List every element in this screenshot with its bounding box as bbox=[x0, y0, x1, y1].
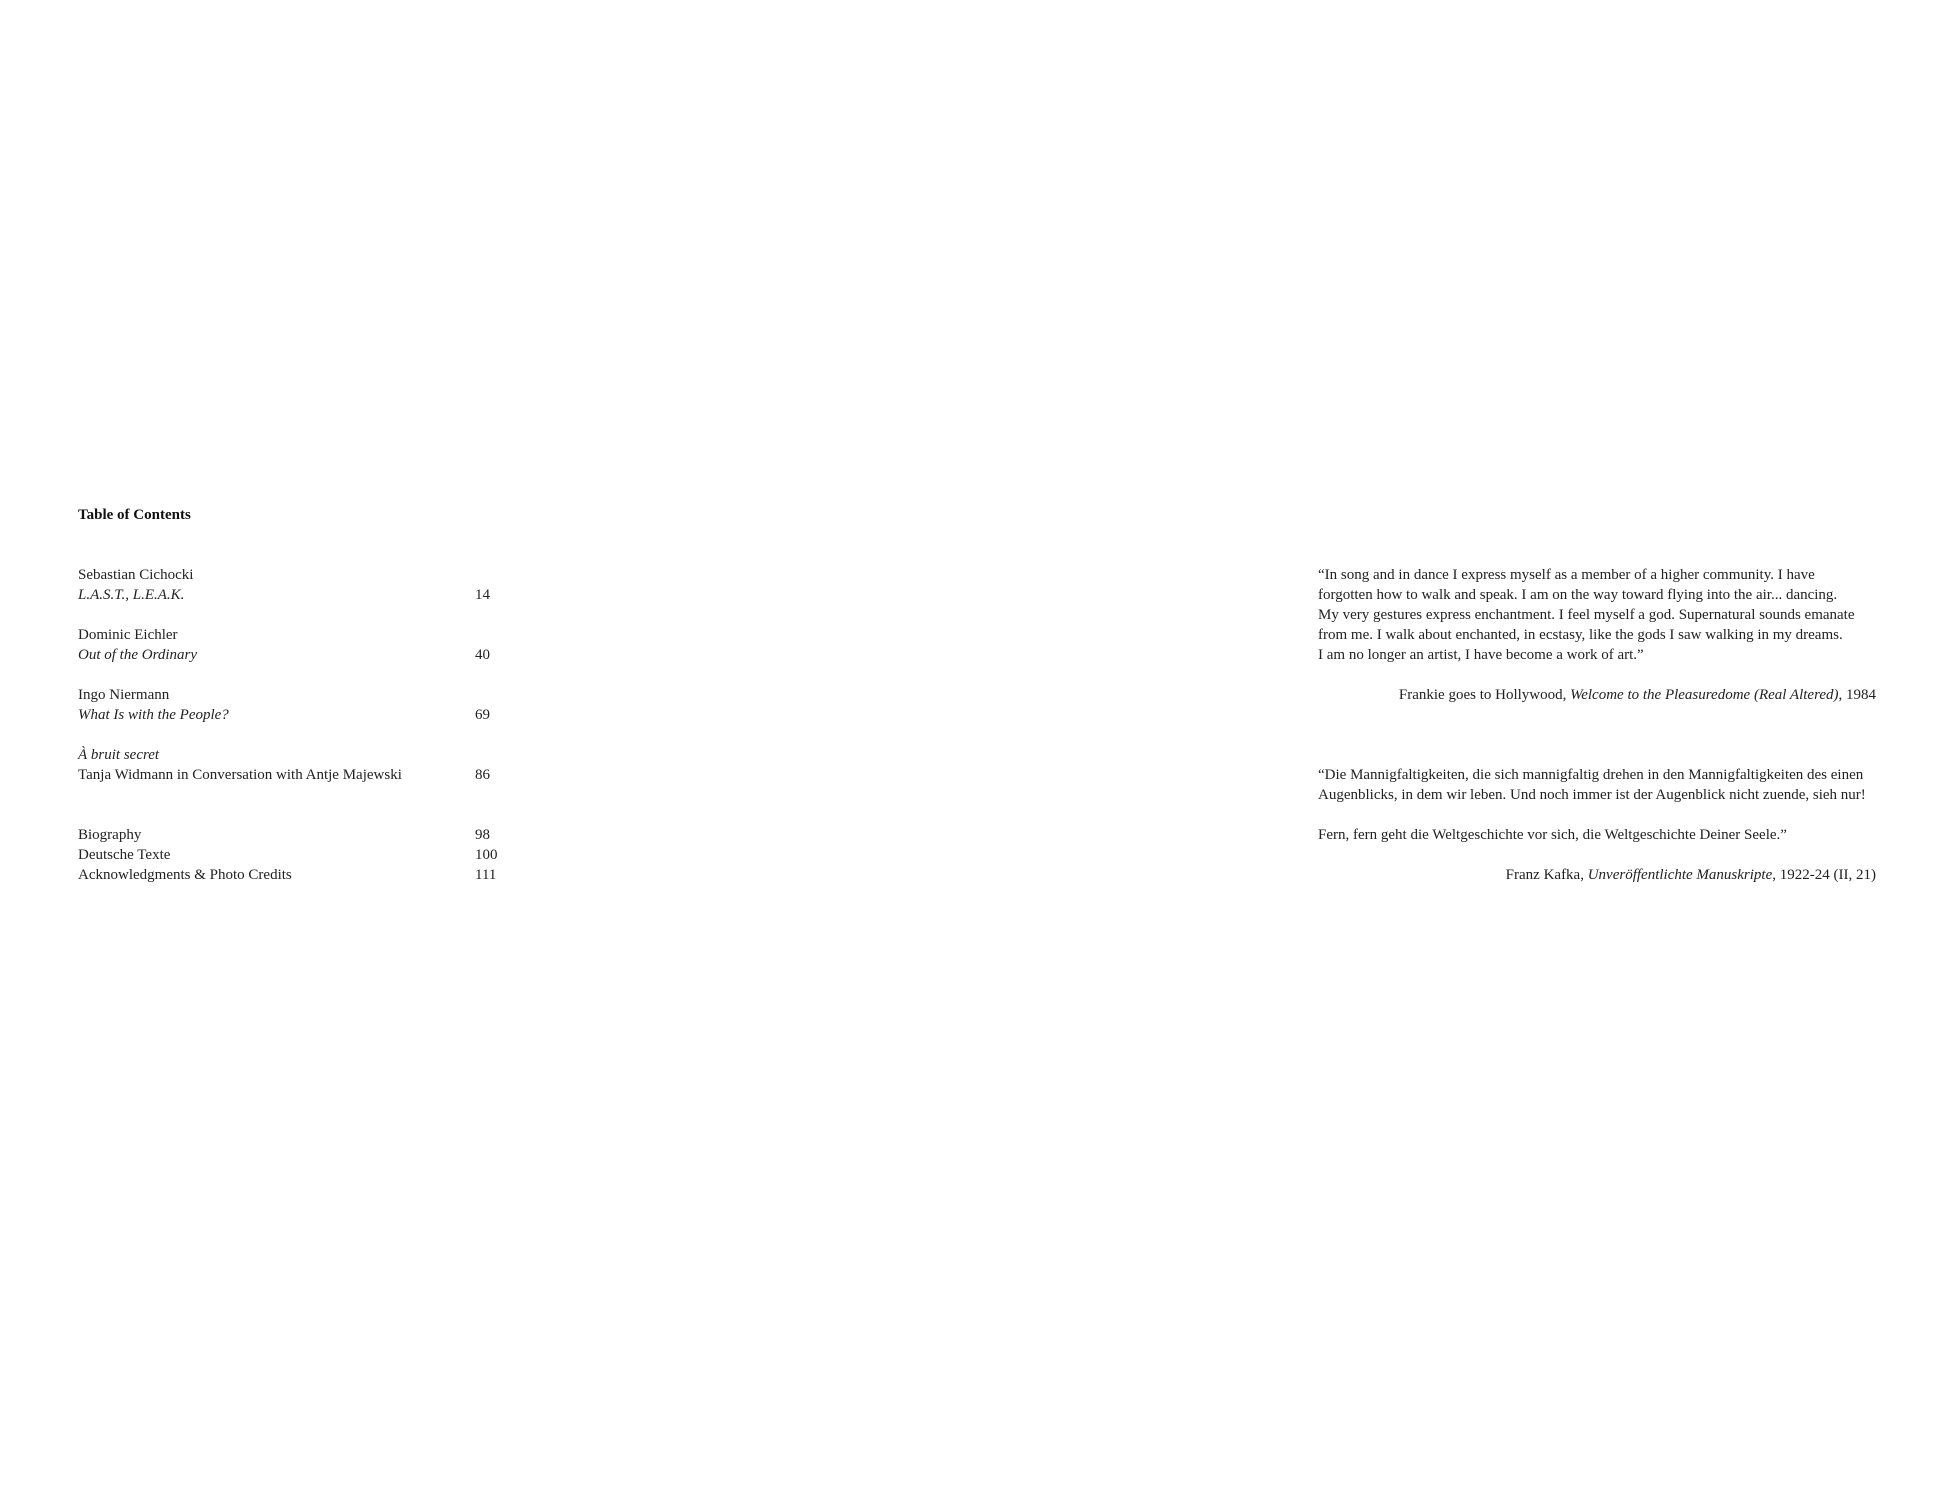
epigraph bbox=[1318, 565, 1876, 705]
toc-entry-title-row bbox=[78, 585, 538, 605]
toc-page-number: 14 bbox=[475, 587, 490, 603]
toc-entry bbox=[78, 745, 538, 785]
toc-entry-kicker bbox=[78, 745, 538, 765]
quote-paragraph bbox=[1318, 825, 1876, 845]
attribution-author: Frankie goes to Hollywood, bbox=[1398, 687, 1571, 703]
quote-line: from me. I walk about enchanted, in ecstasy, like the gods I saw walking in my dreams. bbox=[1318, 627, 1843, 643]
toc-essay-title: What Is with the People? bbox=[78, 707, 229, 723]
toc-entry-author bbox=[78, 565, 538, 585]
toc-author: Sebastian Cichocki bbox=[78, 567, 194, 583]
epigraph-attribution bbox=[1318, 865, 1876, 885]
toc-heading: Table of Contents bbox=[78, 507, 191, 523]
attribution-work: Unveröffentlichte Manuskripte bbox=[1587, 867, 1773, 883]
toc-backmatter-item bbox=[78, 845, 538, 865]
quote-line: forgotten how to walk and speak. I am on the way toward flying into the air... dancing. bbox=[1318, 587, 1838, 603]
toc-backmatter-label: Deutsche Texte bbox=[78, 847, 171, 863]
attribution-date: , 1984 bbox=[1838, 687, 1876, 703]
epigraph-attribution bbox=[1318, 685, 1876, 705]
toc-entry-title-row bbox=[78, 645, 538, 665]
toc-essay-title: L.A.S.T., L.E.A.K. bbox=[78, 587, 185, 603]
toc-backmatter-item bbox=[78, 865, 538, 885]
toc-author: Ingo Niermann bbox=[78, 687, 170, 703]
attribution-date: , 1922-24 (II, 21) bbox=[1772, 867, 1876, 883]
toc-page-number: 100 bbox=[475, 847, 498, 863]
toc-entry-author bbox=[78, 685, 538, 705]
toc-backmatter-label: Acknowledgments & Photo Credits bbox=[78, 867, 292, 883]
attribution-author: Franz Kafka, bbox=[1505, 867, 1588, 883]
quote-line: “Die Mannigfaltigkeiten, die sich mannigfaltig drehen in den Mannigfaltigkeiten des einen bbox=[1318, 767, 1864, 783]
quote-line: Augenblicks, in dem wir leben. Und noch immer ist der Augenblick nicht zuende, sieh nur! bbox=[1318, 787, 1866, 803]
attribution-work: Welcome to the Pleasuredome (Real Altered) bbox=[1570, 687, 1839, 703]
toc-page-number: 111 bbox=[475, 867, 497, 883]
toc-page-number: 40 bbox=[475, 647, 490, 663]
toc-essay-title: Out of the Ordinary bbox=[78, 647, 198, 663]
toc-author: Dominic Eichler bbox=[78, 627, 178, 643]
toc-backmatter bbox=[78, 825, 538, 885]
toc-entry bbox=[78, 625, 538, 665]
epigraphs bbox=[1318, 565, 1876, 885]
quote-line: Fern, fern geht die Weltgeschichte vor sich, die Weltgeschichte Deiner Seele.” bbox=[1318, 827, 1787, 843]
table-of-contents bbox=[78, 505, 538, 885]
toc-page-number: 86 bbox=[475, 767, 490, 783]
toc-entry-author bbox=[78, 625, 538, 645]
toc-conversation-title: À bruit secret bbox=[78, 747, 160, 763]
toc-page-number: 98 bbox=[475, 827, 490, 843]
toc-backmatter-item bbox=[78, 825, 538, 845]
toc-backmatter-label: Biography bbox=[78, 827, 142, 843]
quote-line: I am no longer an artist, I have become a work of art.” bbox=[1318, 647, 1644, 663]
toc-entry bbox=[78, 565, 538, 605]
quote-line: “In song and in dance I express myself as a member of a higher community. I have bbox=[1318, 567, 1815, 583]
toc-entry bbox=[78, 685, 538, 725]
toc-entry-title-row bbox=[78, 705, 538, 725]
quote-paragraph bbox=[1318, 765, 1876, 805]
epigraph bbox=[1318, 765, 1876, 885]
toc-conversation-participants: Tanja Widmann in Conversation with Antje Majewski bbox=[78, 767, 402, 783]
quote-line: My very gestures express enchantment. I feel myself a god. Supernatural sounds emanate bbox=[1318, 607, 1855, 623]
toc-page-number: 69 bbox=[475, 707, 490, 723]
toc-entry-title-row bbox=[78, 765, 538, 785]
